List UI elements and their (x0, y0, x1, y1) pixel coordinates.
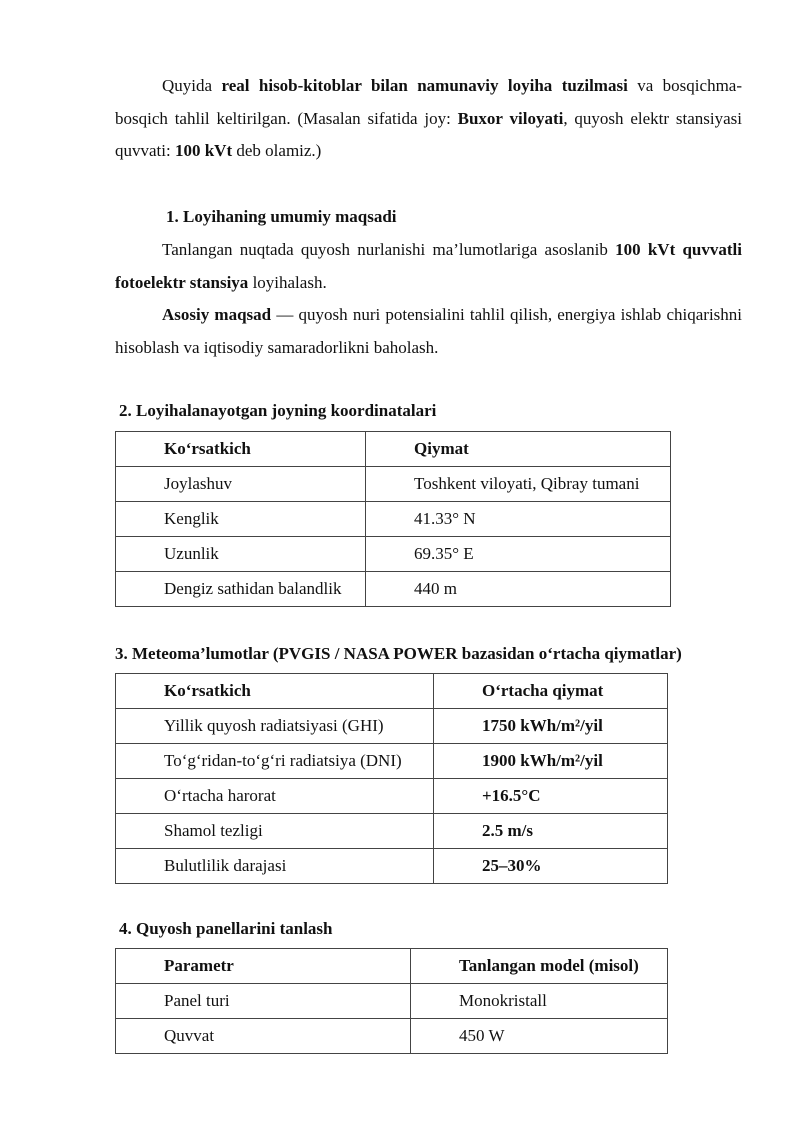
section1-main-goal-paragraph: Asosiy maqsad — quyosh nuri potensialini tahlil qilish, energiya ishlab chiqarishni hisoblash va iqtisodiy samaradorlikni baholash. (115, 305, 743, 357)
table-cell: Dengiz sathidan balandlik (116, 572, 366, 607)
table-cell: 69.35° E (366, 537, 671, 572)
table-row (116, 849, 668, 884)
table-cell: Yillik quyosh radiatsiyasi (GHI) (116, 709, 434, 744)
table-cell: Toshkent viloyati, Qibray tumani (366, 467, 671, 502)
table-header-row (116, 949, 668, 984)
section2-heading: 2. Loyihalanayotgan joyning koordinatalari (119, 401, 437, 420)
table-row (116, 1019, 668, 1054)
table-header-row (116, 432, 671, 467)
section3-heading: 3. Meteoma’lumotlar (PVGIS / NASA POWER bazasidan o‘rtacha qiymatlar) (115, 644, 682, 663)
table-cell: Monokristall (411, 984, 668, 1019)
table-row (116, 984, 668, 1019)
table-cell: Panel turi (116, 984, 411, 1019)
coordinates-table (115, 431, 671, 607)
table-cell: To‘g‘ridan-to‘g‘ri radiatsiya (DNI) (116, 744, 434, 779)
panel-selection-table (115, 948, 668, 1054)
column-header: Parametr (116, 949, 411, 984)
column-header: O‘rtacha qiymat (434, 674, 668, 709)
table-cell: 1750 kWh/m²/yil (434, 709, 668, 744)
table-row (116, 709, 668, 744)
table-cell: 1900 kWh/m²/yil (434, 744, 668, 779)
table-row (116, 537, 671, 572)
table-row (116, 467, 671, 502)
intro-paragraph: Quyida real hisob-kitoblar bilan namunaviy loyiha tuzilmasi va bosqichma-bosqich tahlil keltirilgan. (Masalan sifatida joy: Buxor viloyati, quyosh elektr stansiyasi quvvati: 100 kVt deb olamiz.) (115, 76, 742, 160)
table-cell: Uzunlik (116, 537, 366, 572)
column-header: Ko‘rsatkich (116, 432, 366, 467)
table-cell: O‘rtacha harorat (116, 779, 434, 814)
table-header-row (116, 674, 668, 709)
column-header: Tanlangan model (misol) (411, 949, 668, 984)
table-cell: Bulutlilik darajasi (116, 849, 434, 884)
column-header: Qiymat (366, 432, 671, 467)
table-row (116, 779, 668, 814)
section1-purpose-paragraph: Tanlangan nuqtada quyosh nurlanishi ma’lumotlariga asoslanib 100 kVt quvvatli fotoelektr stansiya loyihalash. (115, 240, 742, 292)
table-cell: 440 m (366, 572, 671, 607)
table-row (116, 814, 668, 849)
table-cell: Shamol tezligi (116, 814, 434, 849)
table-cell: +16.5°C (434, 779, 668, 814)
table-row (116, 502, 671, 537)
table-cell: Joylashuv (116, 467, 366, 502)
table-cell: 25–30% (434, 849, 668, 884)
table-cell: Kenglik (116, 502, 366, 537)
table-cell: 41.33° N (366, 502, 671, 537)
table-row (116, 572, 671, 607)
section4-heading: 4. Quyosh panellarini tanlash (119, 919, 333, 938)
table-row (116, 744, 668, 779)
meteo-table (115, 673, 668, 884)
table-cell: 450 W (411, 1019, 668, 1054)
column-header: Ko‘rsatkich (116, 674, 434, 709)
table-cell: 2.5 m/s (434, 814, 668, 849)
table-cell: Quvvat (116, 1019, 411, 1054)
section1-heading: 1. Loyihaning umumiy maqsadi (166, 207, 397, 226)
